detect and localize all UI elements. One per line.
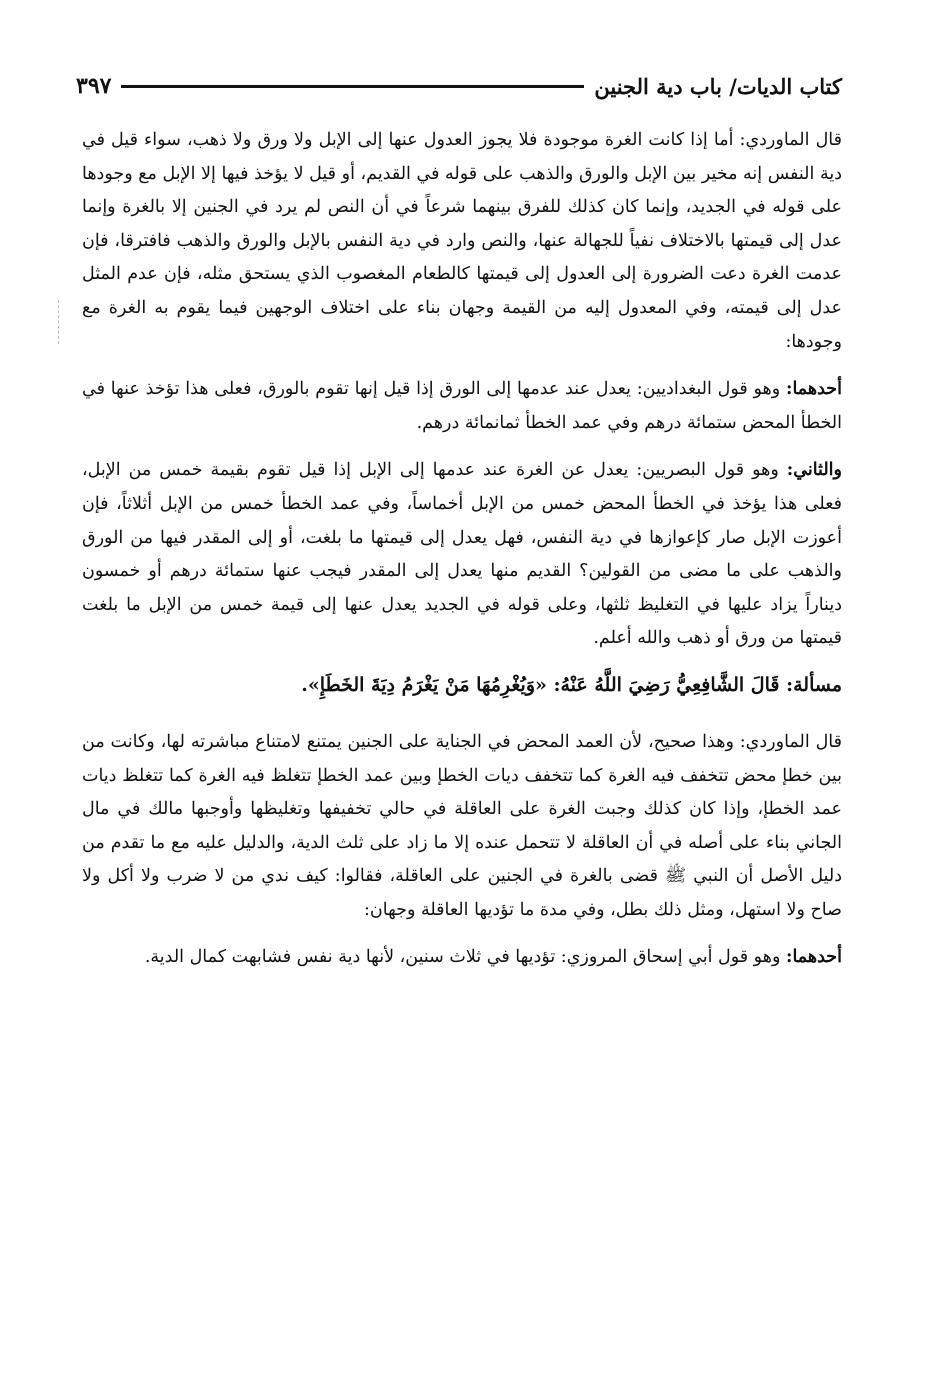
header-rule [121, 85, 584, 88]
body-text [82, 124, 842, 989]
paragraph-mawardi-2 [82, 726, 842, 928]
paragraph-text: وهو قول البصريين: يعدل عن الغرة عند عدمها إلى الإبل إذا قيل تقوم بقيمة خمس من الإبل، فعلى هذا يؤخذ في الخطأ المحض خمس من الإبل أخماساً، وفي عمد الخطأ خمس من الإبل أثلاثاً، فإن أعوزت الإبل صار كإعوازها في دية النفس، فهل يعدل إلى قيمتها ما بلغت، أو إلى المقدر فيها من الورق والذهب على ما مضى من القولين؟ القديم منها يعدل إلى المقدر فيجب عنها ستمائة درهم أو خمسون ديناراً يزاد عليها في التغليظ ثلثها، وعلى قوله في الجديد يعدل عنها إلى قيمة خمس من الإبل ما بلغت قيمتها من ورق أو ذهب والله أعلم. [82, 460, 842, 649]
masala-lead: مسألة: [786, 673, 842, 696]
paragraph-first-view-2 [82, 941, 842, 975]
header-title: كتاب الديات/ باب دية الجنين [594, 73, 842, 99]
page-number: ٣٩٧ [76, 73, 112, 99]
paragraph-lead: أحدهما: [785, 379, 842, 400]
paragraph-second-view [82, 454, 842, 656]
margin-mark [58, 300, 59, 344]
paragraph-lead: والثاني: [786, 460, 842, 481]
masala-heading [82, 668, 842, 702]
paragraph-text: وهو قول البغداديين: يعدل عند عدمها إلى الورق إذا قيل إنها تقوم بالورق، فعلى هذا تؤخذ عنها في الخطأ المحض ستمائة درهم وفي عمد الخطأ ثمانمائة درهم. [82, 379, 842, 433]
masala-text: قَالَ الشَّافِعِيُّ رَضِيَ اللَّهُ عَنْهُ: «وَيُغْرِمُهَا مَنْ يَغْرَمُ دِيَةَ الخَطَإِ». [301, 673, 780, 696]
paragraph-lead: أحدهما: [785, 947, 842, 968]
paragraph-text: وهو قول أبي إسحاق المروزي: تؤديها في ثلاث سنين، لأنها دية نفس فشابهت كمال الدية. [144, 947, 781, 968]
paragraph-mawardi-1 [82, 124, 842, 359]
paragraph-text: قال الماوردي: وهذا صحيح، لأن العمد المحض في الجناية على الجنين يمتنع لامتناع مباشرته لها، وكانت من بين خطإ محض تتخفف فيه الغرة كما تتخفف ديات الخطإ وبين عمد الخطإ تتغلظ فيه الغرة كما تتغلظ ديات عمد الخطإ، وإذا كان كذلك وجبت الغرة على العاقلة في حالي تخفيفها وتغليظها وأوجبها مالك في مال الجاني بناء على أصله في أن العاقلة لا تتحمل عنده إلا ما زاد على ثلث الدية، والدليل عليه مع ما تقدم من دليل الأصل أن النبي ﷺ قضى بالغرة في الجنين على العاقلة، فقالوا: كيف ندي من لا ضرب ولا أكل ولا صاح ولا استهل، ومثل ذلك بطل، وفي مدة ما تؤديها العاقلة وجهان: [82, 731, 842, 920]
paragraph-text: قال الماوردي: أما إذا كانت الغرة موجودة فلا يجوز العدول عنها إلى الإبل ولا ورق ولا ذهب، سواء قيل في دية النفس إنه مخير بين الإبل والورق والذهب على قوله في القديم، أو قيل لا يؤخذ فيها إلا الإبل مع وجودها على قوله في الجديد، وإنما كان كذلك للفرق بينهما شرعاً في أن النص لم يرد في الجنين إلا بالغرة وإنما عدل إلى قيمتها بالاختلاف نفياً للجهالة عنها، والنص وارد في دية النفس بالإبل والورق والذهب فافترقا، فإن عدمت الغرة دعت الضرورة إلى العدول إلى قيمتها كالطعام المغصوب الذي يستحق مثله، فإن عدم المثل عدل إلى قيمته، وفي المعدول إليه من القيمة وجهان بناء على اختلاف الوجهين فيما يقوم به الغرة مع وجودها: [82, 130, 842, 352]
running-header [76, 66, 842, 106]
paragraph-first-view [82, 373, 842, 440]
